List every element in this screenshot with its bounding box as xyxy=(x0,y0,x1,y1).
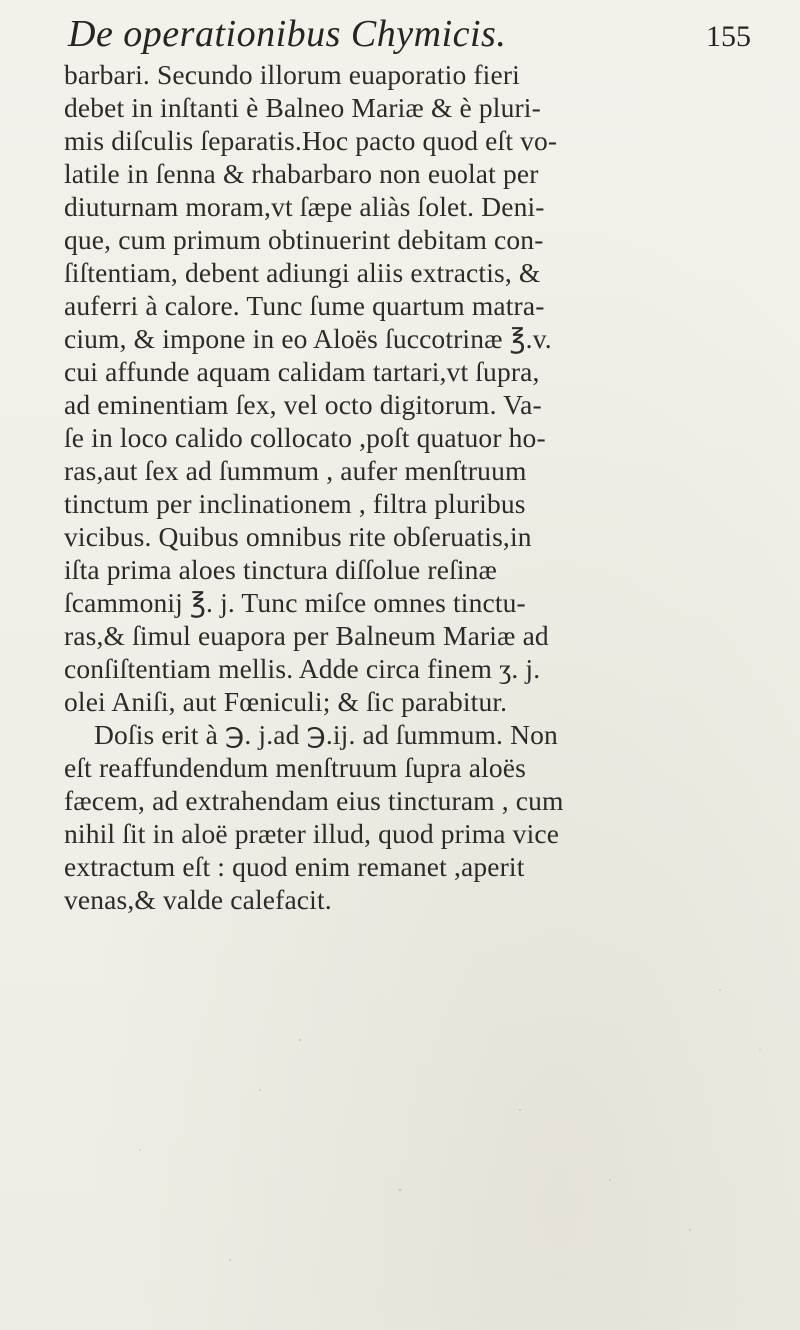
text-line: nihil ſit in aloë præter illud, quod prima vice xyxy=(64,818,560,849)
text-line: tinctum per inclinationem , filtra pluribus xyxy=(64,488,526,519)
text-line: Doſis erit à ℈. j.ad ℈.ij. ad ſummum. Non xyxy=(94,719,558,750)
text-line: extractum eſt : quod enim remanet ,aperit xyxy=(64,851,525,882)
text-line: vicibus. Quibus omnibus rite obſeruatis,in xyxy=(64,521,532,552)
text-line: conſiſtentiam mellis. Adde circa finem ʒ. j. xyxy=(64,653,541,684)
text-line: ad eminentiam ſex, vel octo digitorum. Va- xyxy=(64,389,542,420)
running-title: De operationibus Chymicis. xyxy=(68,13,507,55)
text-line: diuturnam moram,vt ſæpe aliàs ſolet. Deni- xyxy=(64,191,545,222)
text-line: cui affunde aquam calidam tartari,vt ſupra, xyxy=(64,356,540,387)
text-line: cium, & impone in eo Aloës ſuccotrinæ ℥.v. xyxy=(64,323,552,354)
body-text xyxy=(64,58,774,916)
text-line: latile in ſenna & rhabarbaro non euolat per xyxy=(64,158,539,189)
paragraph xyxy=(64,718,774,916)
text-line: auferri à calore. Tunc ſume quartum matra- xyxy=(64,290,545,321)
text-line: ras,& ſimul euapora per Balneum Mariæ ad xyxy=(64,620,549,651)
text-line: venas,& valde calefacit. xyxy=(64,884,332,915)
text-line: iſta prima aloes tinctura diſſolue reſinæ xyxy=(64,554,498,585)
text-line: mis diſculis ſeparatis.Hoc pacto quod eſt vo- xyxy=(64,125,558,156)
page-number: 155 xyxy=(706,20,751,53)
text-line: ſcammonij ℥. j. Tunc miſce omnes tinctu- xyxy=(64,587,526,618)
text-line: ſiſtentiam, debent adiungi aliis extractis, & xyxy=(64,257,541,288)
text-line: debet in inſtanti è Balneo Mariæ & è pluri- xyxy=(64,92,541,123)
text-line: olei Aniſi, aut Fœniculi; & ſic parabitur. xyxy=(64,686,508,717)
paragraph xyxy=(64,58,774,718)
text-line: fæcem, ad extrahendam eius tincturam , cum xyxy=(64,785,564,816)
running-head xyxy=(68,12,768,60)
text-line: ras,aut ſex ad ſummum , aufer menſtruum xyxy=(64,455,527,486)
text-line: ſe in loco calido collocato ,poſt quatuor ho- xyxy=(64,422,546,453)
text-line: barbari. Secundo illorum euaporatio fieri xyxy=(64,59,520,90)
text-line: eſt reaffundendum menſtruum ſupra aloës xyxy=(64,752,527,783)
text-line: que, cum primum obtinuerint debitam con- xyxy=(64,224,544,255)
